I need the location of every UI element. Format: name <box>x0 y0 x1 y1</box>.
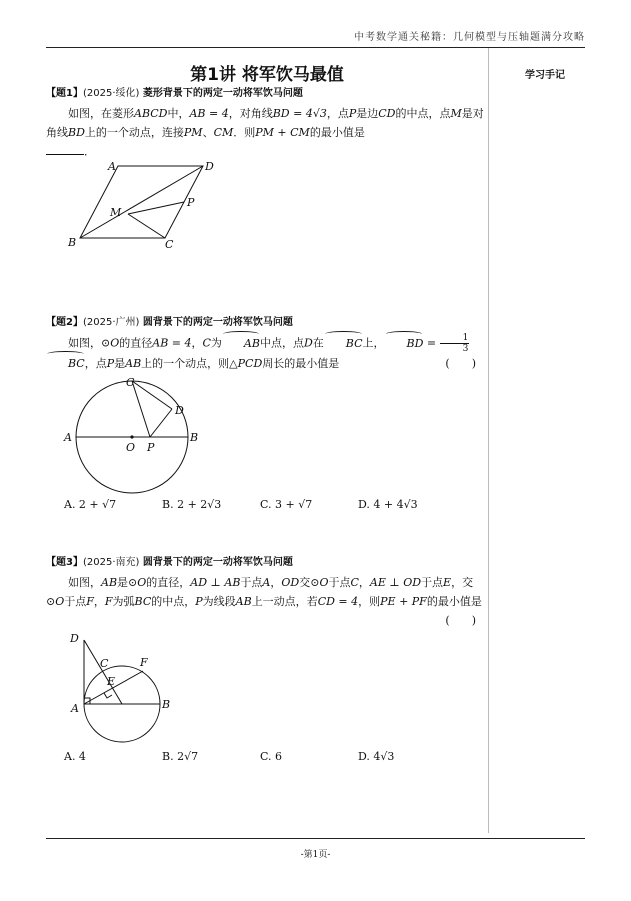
question-1-topic: 菱形背景下的两定一动将军饮马问题 <box>142 88 303 99</box>
header-rule <box>46 47 585 48</box>
question-1-text: 如图，在菱形ABCD中，AB = 4，对角线BD = 4√3，点P是边CD的中点，点M是对角线BD上的一个动点，连接PM、CM．则PM + CM的最小值是 <box>46 107 484 139</box>
question-1-figure <box>60 154 230 252</box>
question-1 <box>46 84 486 161</box>
margin-divider <box>488 48 489 833</box>
option-d[interactable]: D. 4√3 <box>358 750 395 763</box>
segment-pm <box>128 202 184 214</box>
question-2-options <box>64 498 484 514</box>
option-d[interactable]: D. 4 + 4√3 <box>358 498 418 511</box>
label-p: P <box>187 196 195 209</box>
question-3-text: 如图，AB是⊙O的直径，AD ⊥ AB于点A，OD交⊙O于点C，AE ⊥ OD于点E，交⊙O于点F，F为弧BC的中点，P为线段AB上一动点，若CD = 4，则PE + PF的最小值是 ( ) <box>46 573 486 611</box>
label-b: B <box>190 431 199 444</box>
option-c[interactable]: C. 3 + √7 <box>260 498 313 511</box>
question-2-topic: 圆背景下的两定一动将军饮马问题 <box>142 317 293 328</box>
label-f: F <box>140 656 148 669</box>
label-c: C <box>100 657 109 670</box>
segment-dp <box>150 409 172 437</box>
question-1-source: (2025·绥化) <box>82 88 140 99</box>
question-1-tag: 【题1】 <box>46 88 83 99</box>
question-1-header <box>46 84 486 103</box>
center-dot <box>130 435 133 438</box>
footer-rule <box>46 838 585 839</box>
question-3-source: (2025·南充) <box>82 557 140 568</box>
label-a: A <box>64 431 72 444</box>
label-c: C <box>165 238 174 251</box>
label-b: B <box>162 698 171 711</box>
label-e: E <box>107 675 116 688</box>
study-notes-label: 学习手记 <box>525 70 565 81</box>
question-3-options <box>64 750 484 766</box>
label-o: O <box>126 441 136 454</box>
label-d: D <box>205 160 214 173</box>
question-3-tag: 【题3】 <box>46 557 83 568</box>
question-2-text: 如图，⊙O的直径AB = 4，C为 AB中点，点D在 BC上， BD = $\frac{1}{3}$ BC，点P是AB上的一个动点，则△PCD周长的最小值是 ( ) <box>46 333 486 373</box>
label-d: D <box>70 632 79 645</box>
question-1-answer-blank: ． <box>46 142 486 161</box>
segment-cp <box>132 381 150 437</box>
question-3-topic: 圆背景下的两定一动将军饮马问题 <box>142 557 293 568</box>
question-3-answer-bracket: ( ) <box>445 614 476 627</box>
page-number: -第1页- <box>300 850 331 860</box>
option-b[interactable]: B. 2√7 <box>162 750 199 763</box>
label-c: C <box>126 376 135 389</box>
question-3 <box>46 553 486 630</box>
label-a: A <box>108 160 116 173</box>
option-a[interactable]: A. 2 + √7 <box>64 498 117 511</box>
question-3-figure <box>60 630 190 750</box>
option-a[interactable]: A. 4 <box>64 750 86 763</box>
question-2 <box>46 313 486 373</box>
segment-cm <box>128 214 165 238</box>
label-m: M <box>110 206 122 219</box>
option-c[interactable]: C. 6 <box>260 750 283 763</box>
question-2-source: (2025·广州) <box>82 317 140 328</box>
book-header: 中考数学通关秘籍：几何模型与压轴题满分攻略 <box>354 32 585 43</box>
question-3-header <box>46 553 486 572</box>
question-2-tag: 【题2】 <box>46 317 83 328</box>
option-b[interactable]: B. 2 + 2√3 <box>162 498 222 511</box>
segment-od <box>84 640 122 704</box>
question-2-header <box>46 313 486 332</box>
right-angle-e <box>104 693 112 698</box>
label-b: B <box>68 236 77 249</box>
lecture-title: 第1讲 将军饮马最值 <box>190 65 344 85</box>
label-d: D <box>175 404 184 417</box>
label-a: A <box>71 702 79 715</box>
label-p: P <box>147 441 155 454</box>
question-2-answer-bracket: ( ) <box>445 357 476 370</box>
question-2-figure <box>60 374 210 494</box>
